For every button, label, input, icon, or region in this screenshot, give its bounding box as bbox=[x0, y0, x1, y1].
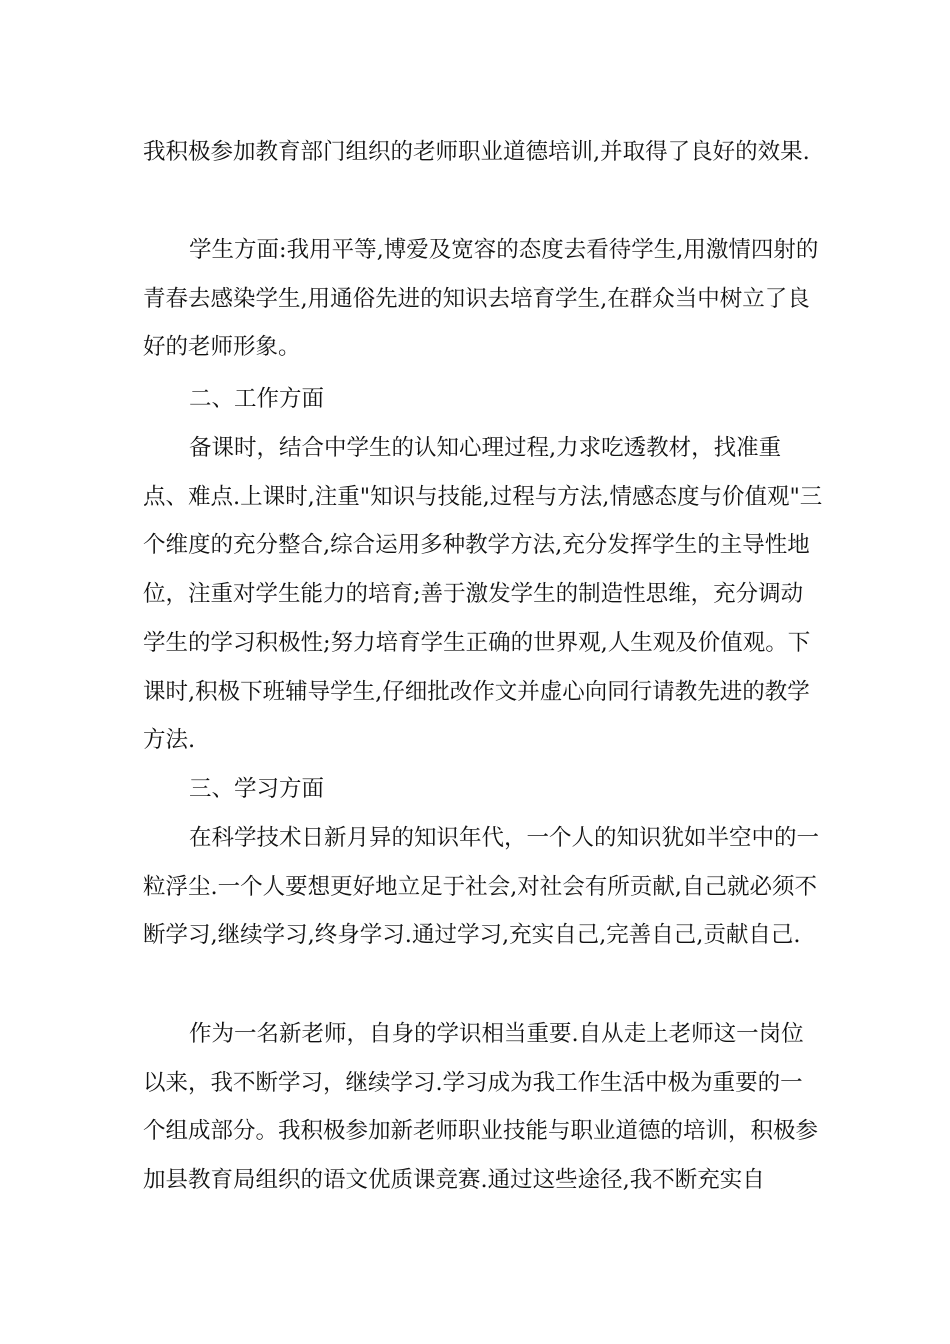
section-heading-work: 二、工作方面 bbox=[189, 386, 325, 412]
paragraph-new-teacher: 作为一名新老师，自身的学识相当重要.自从走上老师这一岗位以来，我不断学习，继续学习.学习成为我工作生活中极为重要的一个组成部分。我积极参加新老师职业技能与职业道德的培训，积极参加县教育局组织的语文优质课竞赛.通过这些途径,我不断充实自 bbox=[143, 1021, 819, 1194]
paragraph-students: 学生方面:我用平等,博爱及宽容的态度去看待学生,用激情四射的青春去感染学生,用通俗先进的知识去培育学生,在群众当中树立了良好的老师形象。 bbox=[143, 237, 819, 361]
section-heading-study: 三、学习方面 bbox=[189, 776, 325, 802]
paragraph-work: 备课时，结合中学生的认知心理过程,力求吃透教材，找准重点、难点.上课时,注重"知识与技能,过程与方法,情感态度与价值观"三个维度的充分整合,综合运用多种教学方法,充分发挥学生的主导性地位，注重对学生能力的培育;善于激发学生的制造性思维，充分调动学生的学习积极性;努力培育学生正确的世界观,人生观及价值观。下课时,积极下班辅导学生,仔细批改作文并虚心向同行请教先进的教学方法. bbox=[143, 435, 823, 754]
paragraph-ethics-training: 我积极参加教育部门组织的老师职业道德培训,并取得了良好的效果. bbox=[143, 139, 810, 165]
paragraph-study-knowledge: 在科学技术日新月异的知识年代，一个人的知识犹如半空中的一粒浮尘.一个人要想更好地立足于社会,对社会有所贡献,自己就必须不断学习,继续学习,终身学习.通过学习,充实自己,完善自己,贡献自己. bbox=[143, 825, 820, 949]
